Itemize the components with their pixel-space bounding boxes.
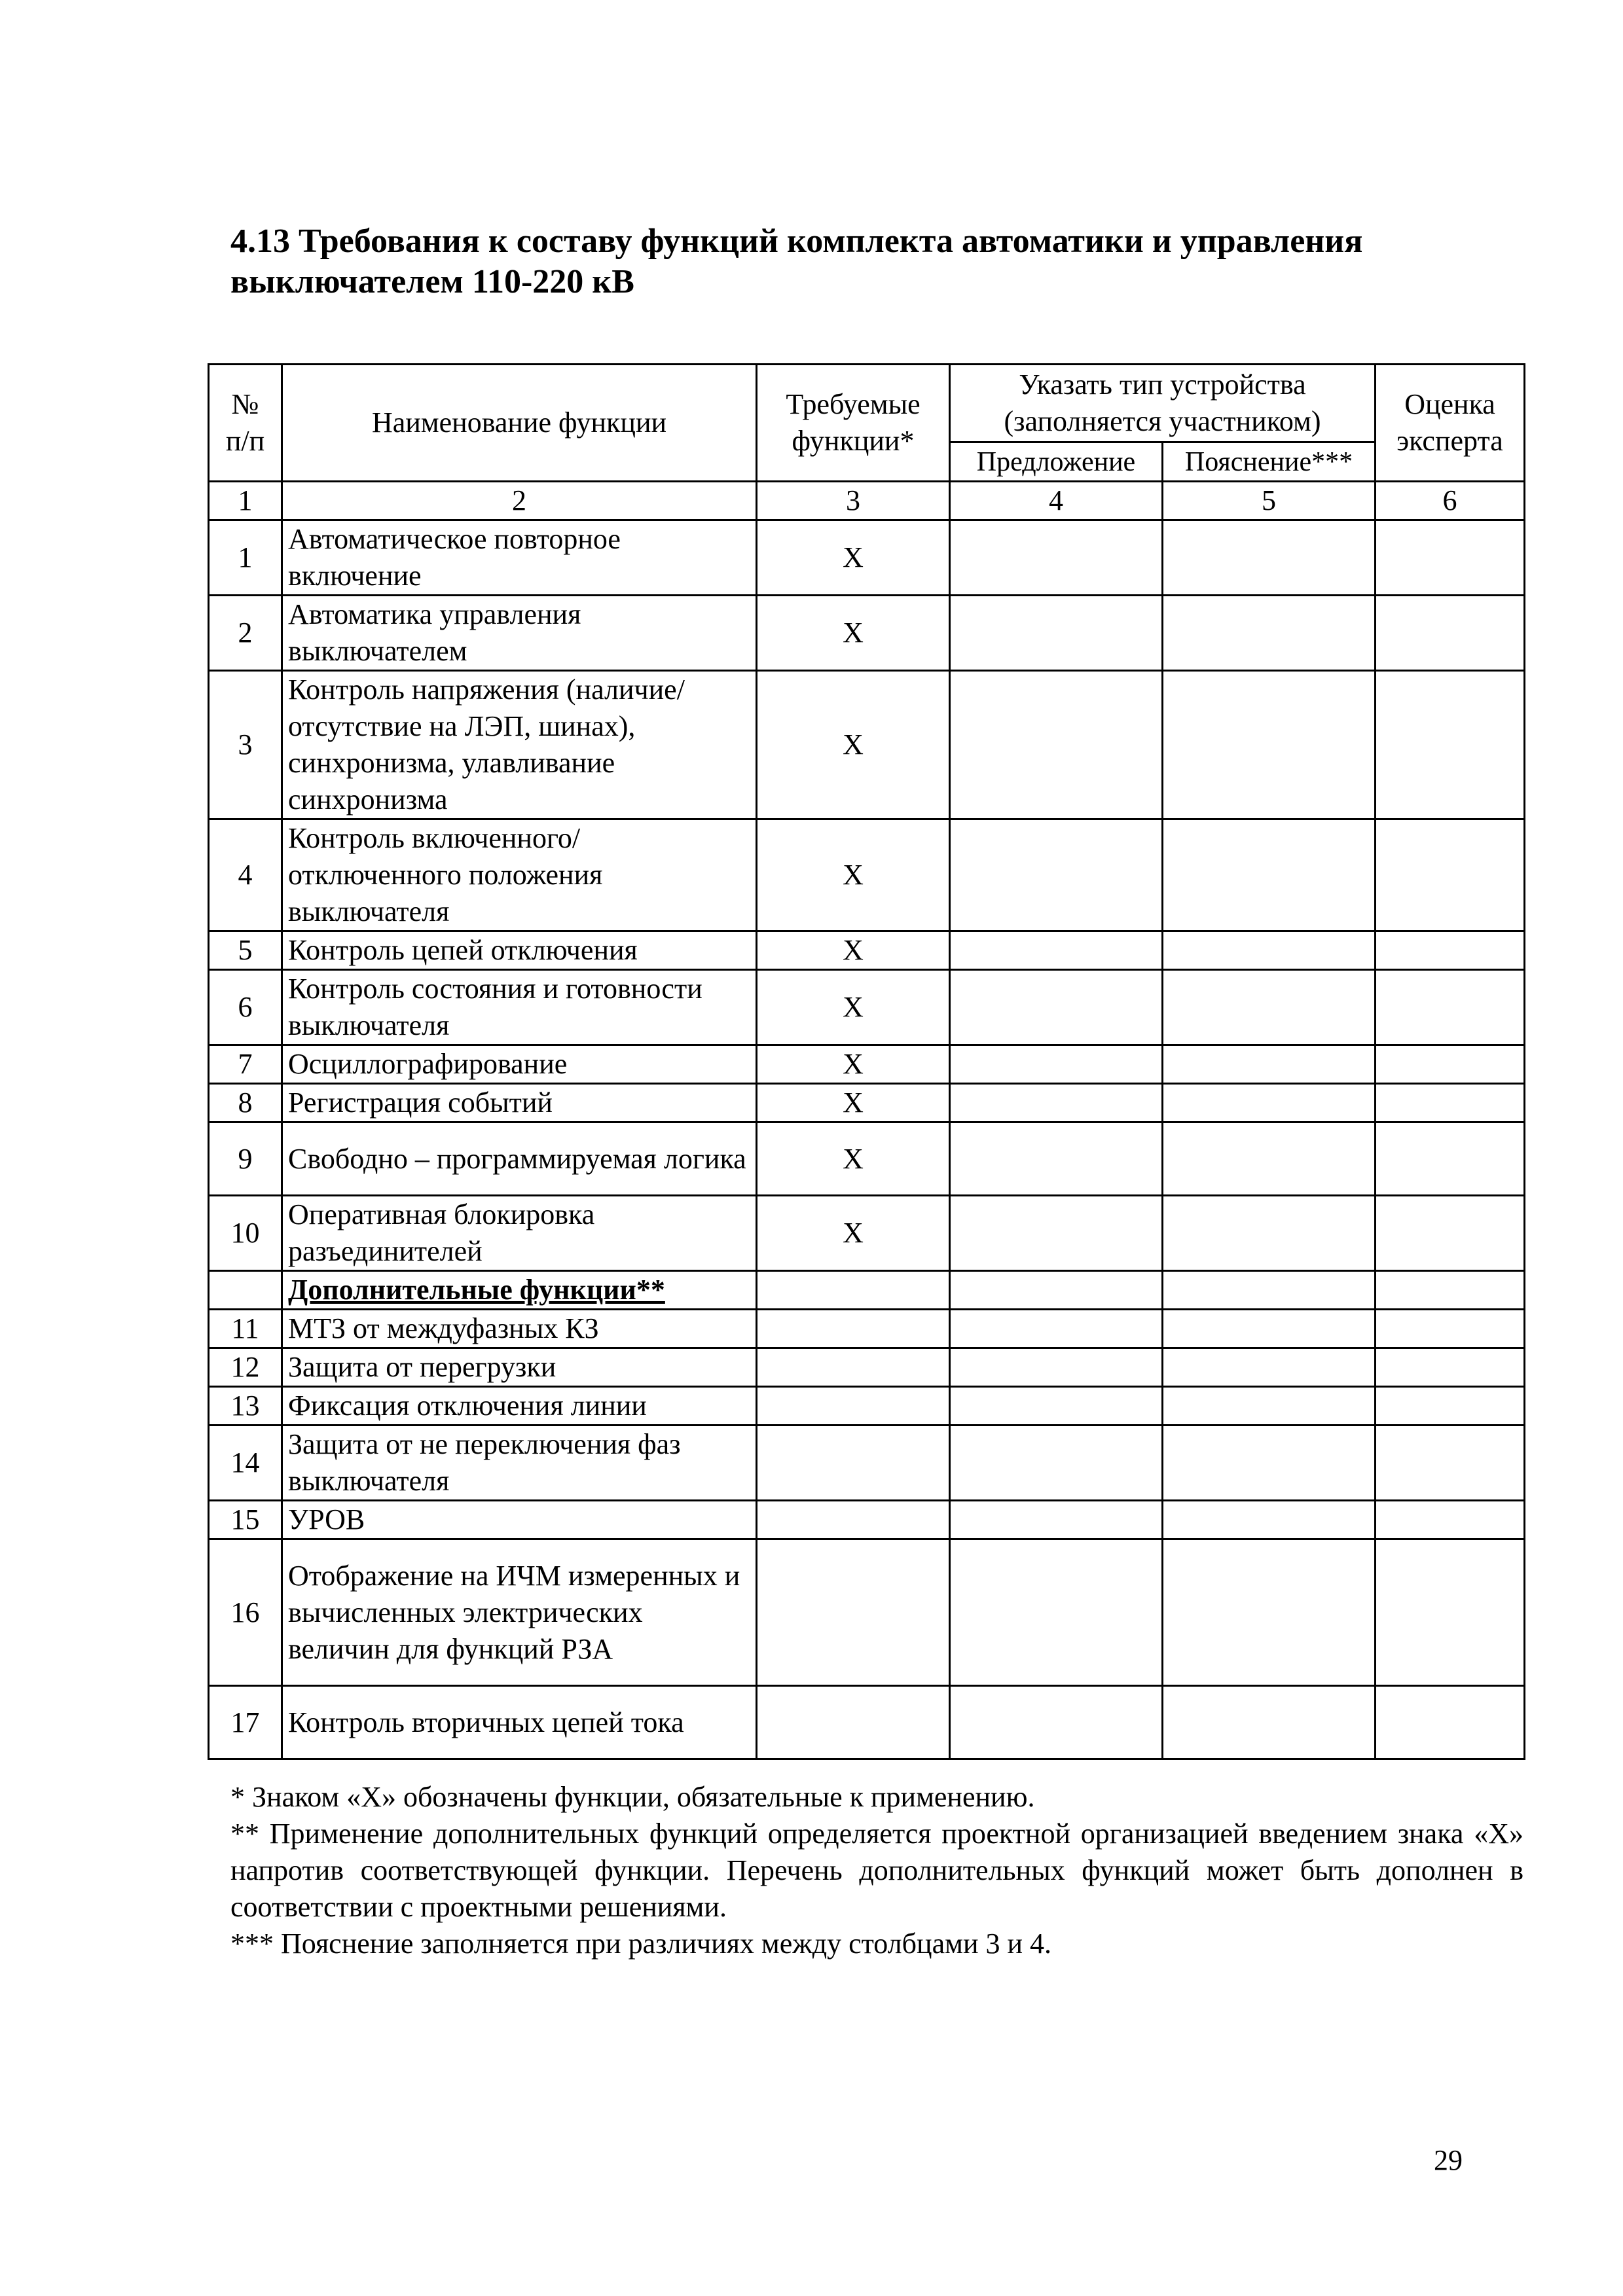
table-row (209, 1387, 1525, 1426)
expert-score-cell (1376, 596, 1525, 671)
table-row (209, 1501, 1525, 1539)
row-number: 15 (209, 1501, 282, 1539)
column-number: 2 (282, 482, 757, 520)
required-mark (757, 1686, 950, 1759)
row-number: 9 (209, 1122, 282, 1196)
required-mark (757, 1501, 950, 1539)
table-row (209, 931, 1525, 970)
required-mark: X (757, 819, 950, 931)
row-number: 8 (209, 1084, 282, 1122)
proposal-cell (950, 1271, 1163, 1310)
explanation-cell (1163, 1426, 1376, 1501)
expert-score-cell (1376, 1310, 1525, 1348)
column-number: 3 (757, 482, 950, 520)
proposal-cell (950, 1387, 1163, 1426)
proposal-cell (950, 1045, 1163, 1084)
header-expert-line2: эксперта (1396, 425, 1503, 457)
expert-score-cell (1376, 1196, 1525, 1271)
proposal-cell (950, 1501, 1163, 1539)
row-number: 17 (209, 1686, 282, 1759)
expert-score-cell (1376, 1122, 1525, 1196)
expert-score-cell (1376, 1271, 1525, 1310)
footnotes (230, 1779, 1523, 1962)
header-device-line2: (заполняется участником) (1004, 405, 1321, 437)
required-mark (757, 1387, 950, 1426)
footnote-additional: ** Применение дополнительных функций определяется проектной организацией введением знака «Х» напротив соответствующей функции. Перечень дополнительных функций может быть дополнен в соответствии с проектными решениями. (230, 1818, 1523, 1923)
table-row (209, 671, 1525, 819)
explanation-cell (1163, 1084, 1376, 1122)
header-number-line2: п/п (225, 425, 265, 457)
required-mark: X (757, 1045, 950, 1084)
expert-score-cell (1376, 1387, 1525, 1426)
proposal-cell (950, 819, 1163, 931)
proposal-cell (950, 1426, 1163, 1501)
expert-score-cell (1376, 819, 1525, 931)
function-name: Регистрация событий (282, 1084, 757, 1122)
page-title: 4.13 Требования к составу функций комплекта автоматики и управления выключателем 110-220 кВ (230, 223, 1363, 300)
explanation-cell (1163, 596, 1376, 671)
row-number: 1 (209, 520, 282, 596)
row-number: 5 (209, 931, 282, 970)
row-number: 12 (209, 1348, 282, 1387)
function-name: Фиксация отключения линии (282, 1387, 757, 1426)
explanation-cell (1163, 1310, 1376, 1348)
functions-table (208, 363, 1525, 1760)
table-body (209, 482, 1525, 1759)
function-name: Автоматическое повторное включение (282, 520, 757, 596)
header-required-line1: Требуемые (786, 388, 921, 420)
expert-score-cell (1376, 671, 1525, 819)
proposal-cell (950, 520, 1163, 596)
explanation-cell (1163, 1045, 1376, 1084)
proposal-cell (950, 1539, 1163, 1686)
explanation-cell (1163, 931, 1376, 970)
proposal-cell (950, 671, 1163, 819)
column-number: 1 (209, 482, 282, 520)
row-number: 4 (209, 819, 282, 931)
explanation-cell (1163, 1122, 1376, 1196)
function-name: Контроль цепей отключения (282, 931, 757, 970)
page-number: 29 (1434, 2144, 1463, 2176)
header-proposal-label: Предложение (976, 447, 1136, 477)
required-mark: X (757, 596, 950, 671)
function-name: УРОВ (282, 1501, 757, 1539)
function-name: Защита от перегрузки (282, 1348, 757, 1387)
function-name: Отображение на ИЧМ измеренных и вычисленных электрических величин для функций РЗА (282, 1539, 757, 1686)
row-number: 7 (209, 1045, 282, 1084)
expert-score-cell (1376, 1686, 1525, 1759)
row-number: 10 (209, 1196, 282, 1271)
expert-score-cell (1376, 970, 1525, 1045)
proposal-cell (950, 1310, 1163, 1348)
explanation-cell (1163, 520, 1376, 596)
header-expert-line1: Оценка (1404, 388, 1495, 420)
header-function-name: Наименование функции (282, 365, 757, 482)
additional-functions-row (209, 1271, 1525, 1310)
required-mark (757, 1539, 950, 1686)
table-row (209, 1348, 1525, 1387)
required-mark (757, 1426, 950, 1501)
table-row (209, 1122, 1525, 1196)
column-number-row (209, 482, 1525, 520)
table-row (209, 1310, 1525, 1348)
footnote-required: * Знаком «Х» обозначены функции, обязательные к применению. (230, 1781, 1035, 1813)
header-proposal (950, 442, 1163, 482)
explanation-cell (1163, 1271, 1376, 1310)
explanation-cell (1163, 1501, 1376, 1539)
proposal-cell (950, 1122, 1163, 1196)
table-row (209, 970, 1525, 1045)
function-name: Контроль состояния и готовности выключателя (282, 970, 757, 1045)
header-explanation (1163, 442, 1376, 482)
proposal-cell (950, 1084, 1163, 1122)
expert-score-cell (1376, 1426, 1525, 1501)
required-mark: X (757, 970, 950, 1045)
header-required-line2: функции* (792, 425, 915, 457)
required-mark: X (757, 520, 950, 596)
proposal-cell (950, 596, 1163, 671)
table-row (209, 1539, 1525, 1686)
footnote-explanation: *** Пояснение заполняется при различиях между столбцами 3 и 4. (230, 1928, 1052, 1960)
header-expert-score (1376, 365, 1525, 482)
expert-score-cell (1376, 1501, 1525, 1539)
header-number (209, 365, 282, 482)
additional-functions-label: Дополнительные функции** (288, 1274, 665, 1306)
function-name: Контроль вторичных цепей тока (282, 1686, 757, 1759)
expert-score-cell (1376, 1348, 1525, 1387)
explanation-cell (1163, 1196, 1376, 1271)
function-name: Оперативная блокировка разъединителей (282, 1196, 757, 1271)
column-number: 5 (1163, 482, 1376, 520)
explanation-cell (1163, 1539, 1376, 1686)
required-mark: X (757, 931, 950, 970)
required-mark (757, 1271, 950, 1310)
expert-score-cell (1376, 520, 1525, 596)
table-row (209, 1045, 1525, 1084)
required-mark (757, 1348, 950, 1387)
function-name: Автоматика управления выключателем (282, 596, 757, 671)
required-mark: X (757, 671, 950, 819)
required-mark: X (757, 1196, 950, 1271)
row-number (209, 1271, 282, 1310)
row-number: 2 (209, 596, 282, 671)
column-number: 6 (1376, 482, 1525, 520)
proposal-cell (950, 1196, 1163, 1271)
header-number-line1: № (231, 388, 259, 420)
function-name: МТЗ от междуфазных КЗ (282, 1310, 757, 1348)
function-name: Осциллографирование (282, 1045, 757, 1084)
row-number: 13 (209, 1387, 282, 1426)
function-name: Защита от не переключения фаз выключателя (282, 1426, 757, 1501)
function-name: Контроль напряжения (наличие/отсутствие на ЛЭП, шинах), синхронизма, улавливание синхронизма (282, 671, 757, 819)
expert-score-cell (1376, 1045, 1525, 1084)
section-label-cell (282, 1271, 757, 1310)
explanation-cell (1163, 819, 1376, 931)
required-mark: X (757, 1122, 950, 1196)
header-device-line1: Указать тип устройства (1019, 368, 1306, 401)
table-row (209, 1686, 1525, 1759)
function-name: Контроль включенного/отключенного положения выключателя (282, 819, 757, 931)
explanation-cell (1163, 1686, 1376, 1759)
explanation-cell (1163, 671, 1376, 819)
expert-score-cell (1376, 1084, 1525, 1122)
header-required (757, 365, 950, 482)
explanation-cell (1163, 970, 1376, 1045)
row-number: 3 (209, 671, 282, 819)
table-row (209, 1084, 1525, 1122)
row-number: 16 (209, 1539, 282, 1686)
table-row (209, 520, 1525, 596)
table-row (209, 819, 1525, 931)
explanation-cell (1163, 1348, 1376, 1387)
row-number: 11 (209, 1310, 282, 1348)
row-number: 14 (209, 1426, 282, 1501)
expert-score-cell (1376, 931, 1525, 970)
proposal-cell (950, 1348, 1163, 1387)
explanation-cell (1163, 1387, 1376, 1426)
row-number: 6 (209, 970, 282, 1045)
header-device-type (950, 365, 1376, 442)
column-number: 4 (950, 482, 1163, 520)
table-row (209, 1426, 1525, 1501)
table-row (209, 1196, 1525, 1271)
proposal-cell (950, 1686, 1163, 1759)
proposal-cell (950, 970, 1163, 1045)
required-mark (757, 1310, 950, 1348)
header-explanation-label: Пояснение*** (1184, 447, 1353, 477)
table-row (209, 596, 1525, 671)
function-name: Свободно – программируемая логика (282, 1122, 757, 1196)
proposal-cell (950, 931, 1163, 970)
required-mark: X (757, 1084, 950, 1122)
expert-score-cell (1376, 1539, 1525, 1686)
